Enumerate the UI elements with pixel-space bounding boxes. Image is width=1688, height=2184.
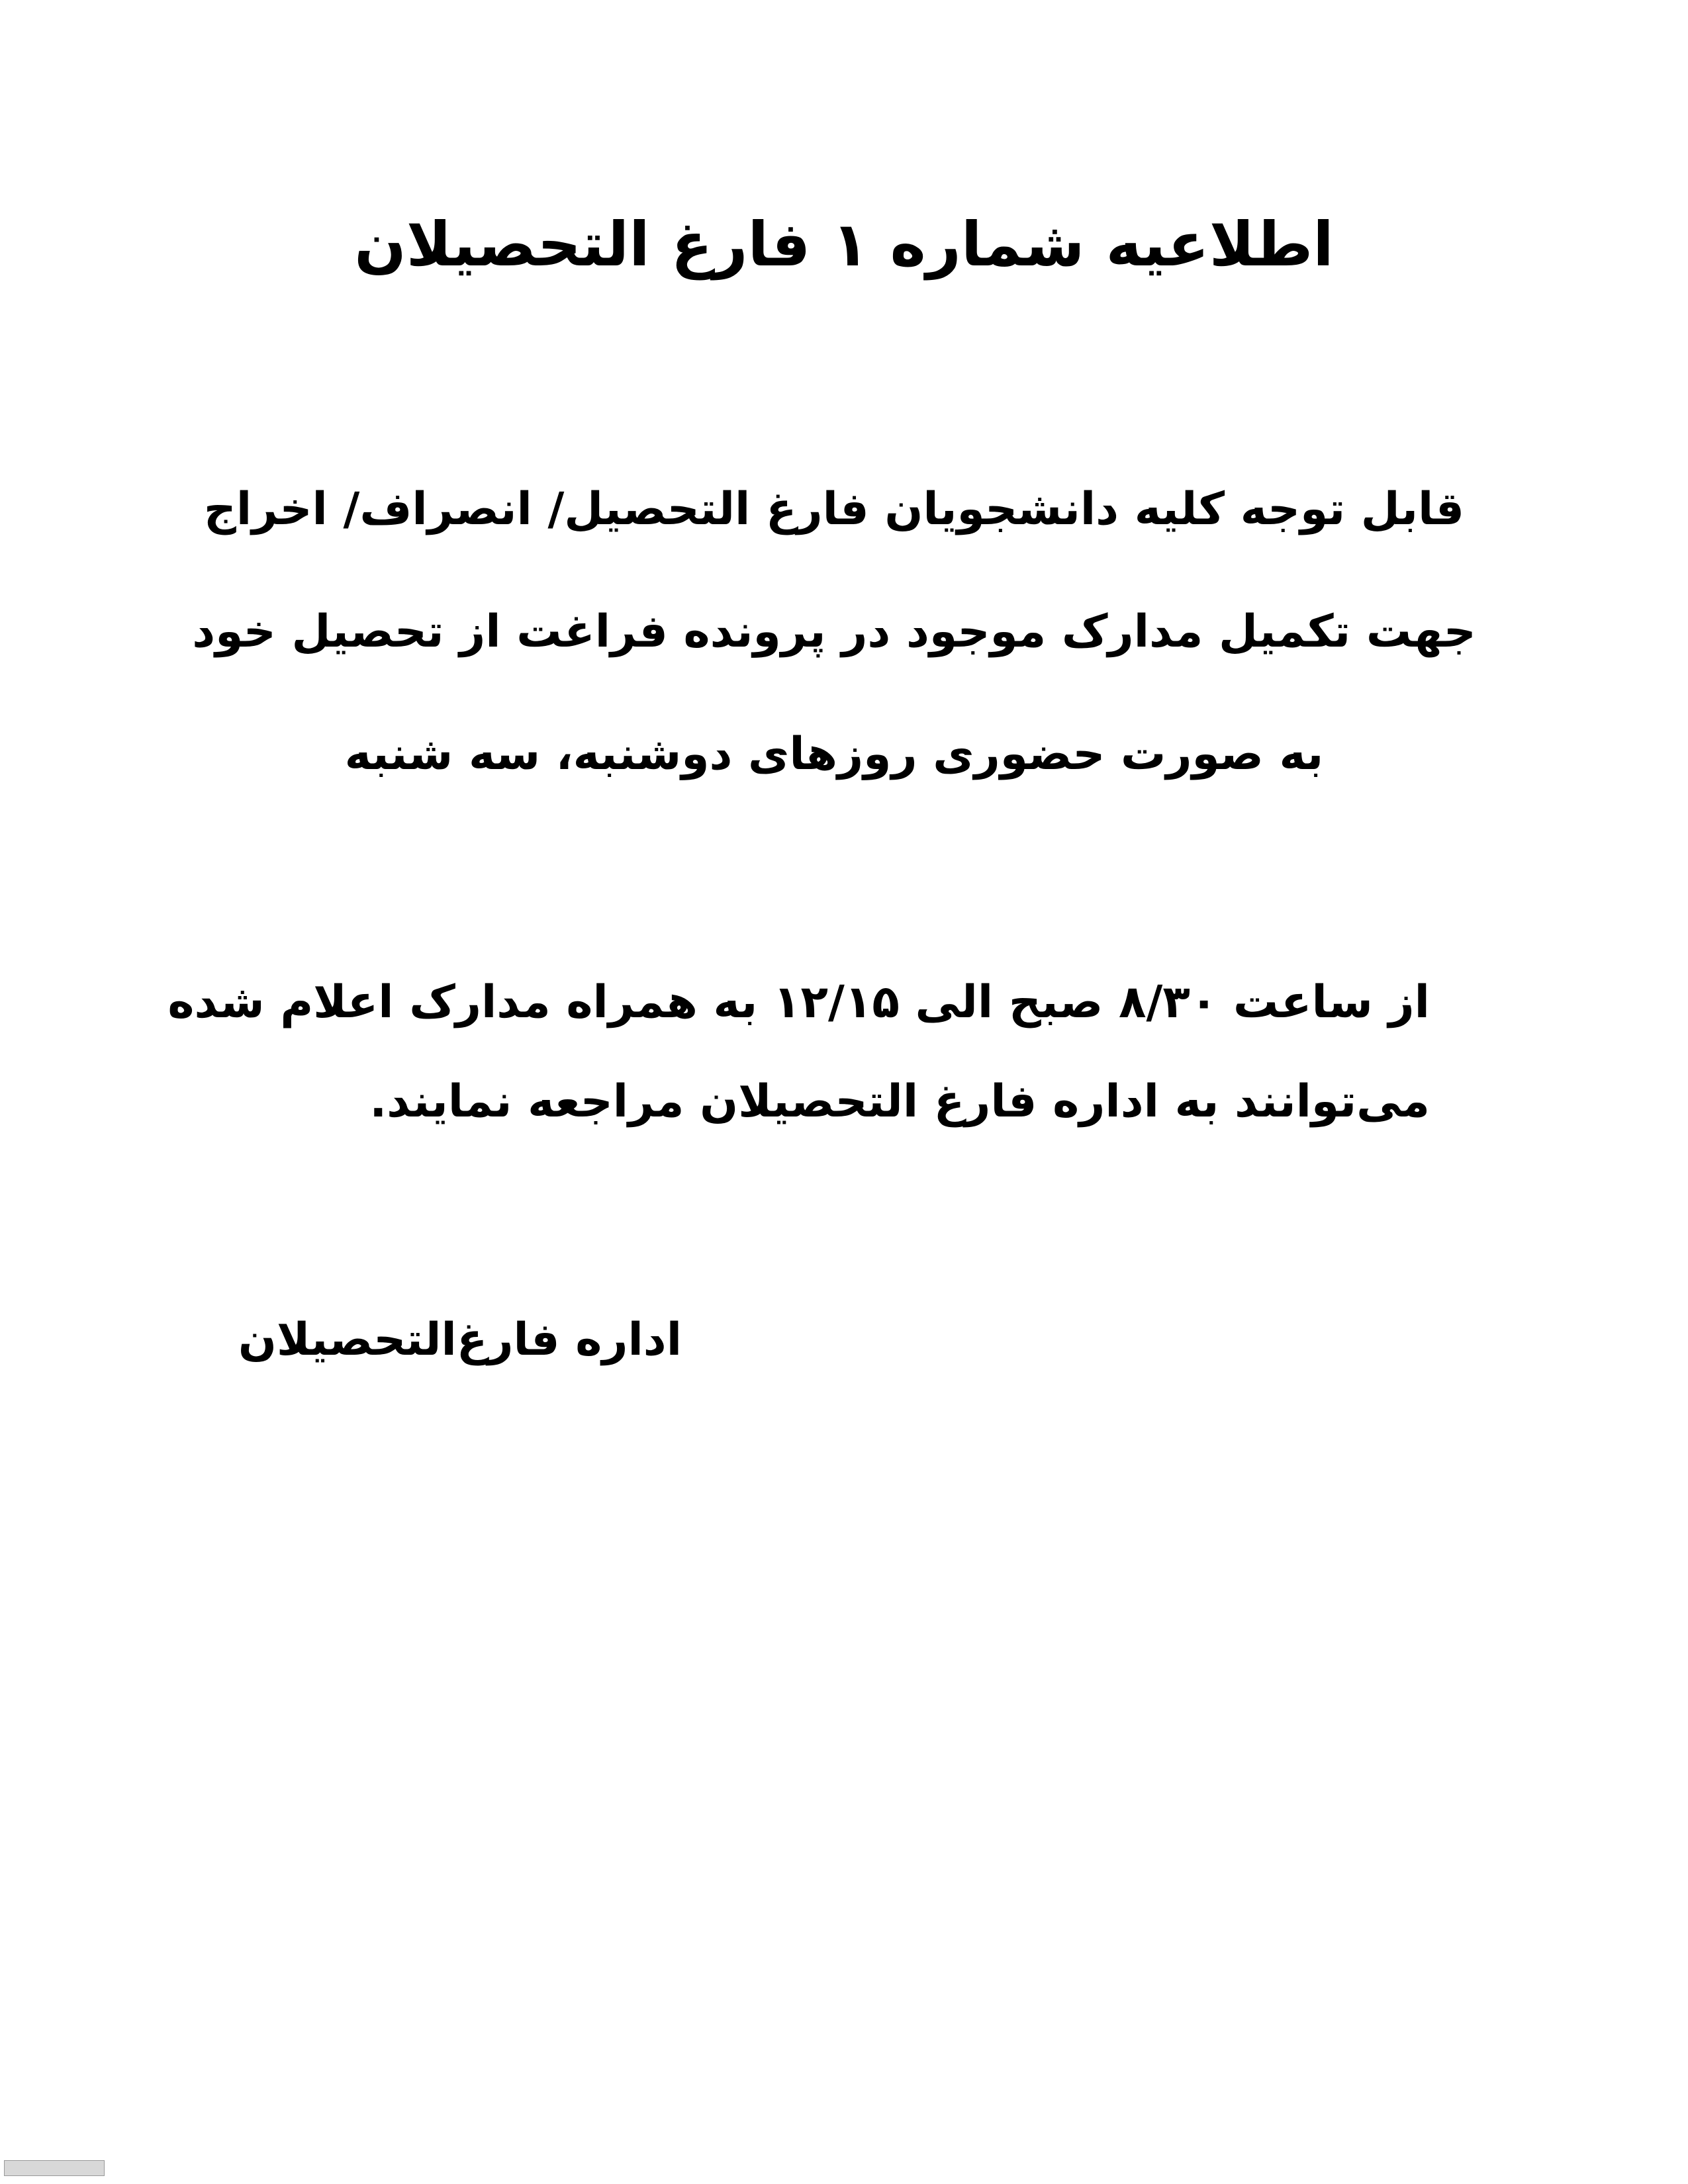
signature: اداره فارغ‌التحصیلان bbox=[238, 1314, 682, 1366]
paragraph-2-line-2: می‌توانند به اداره فارغ التحصیلان مراجعه نمایند. bbox=[369, 1075, 1430, 1128]
paragraph-2-line-1: از ساعت ۸/۳۰ صبح الی ۱۲/۱۵ به همراه مدارک اعلام شده bbox=[167, 976, 1430, 1028]
paragraph-1-line-3: به صورت حضوری روزهای دوشنبه، سه شنبه bbox=[344, 728, 1324, 780]
watermark-logo bbox=[4, 2160, 105, 2176]
page-title: اطلاعیه شماره ۱ فارغ التحصیلان bbox=[354, 209, 1334, 280]
paragraph-1-line-2: جهت تکمیل مدارک موجود در پرونده فراغت از تحصیل خود bbox=[192, 606, 1476, 658]
paragraph-1-line-1: قابل توجه کلیه دانشجویان فارغ التحصیل/ انصراف/ اخراج bbox=[203, 483, 1465, 535]
